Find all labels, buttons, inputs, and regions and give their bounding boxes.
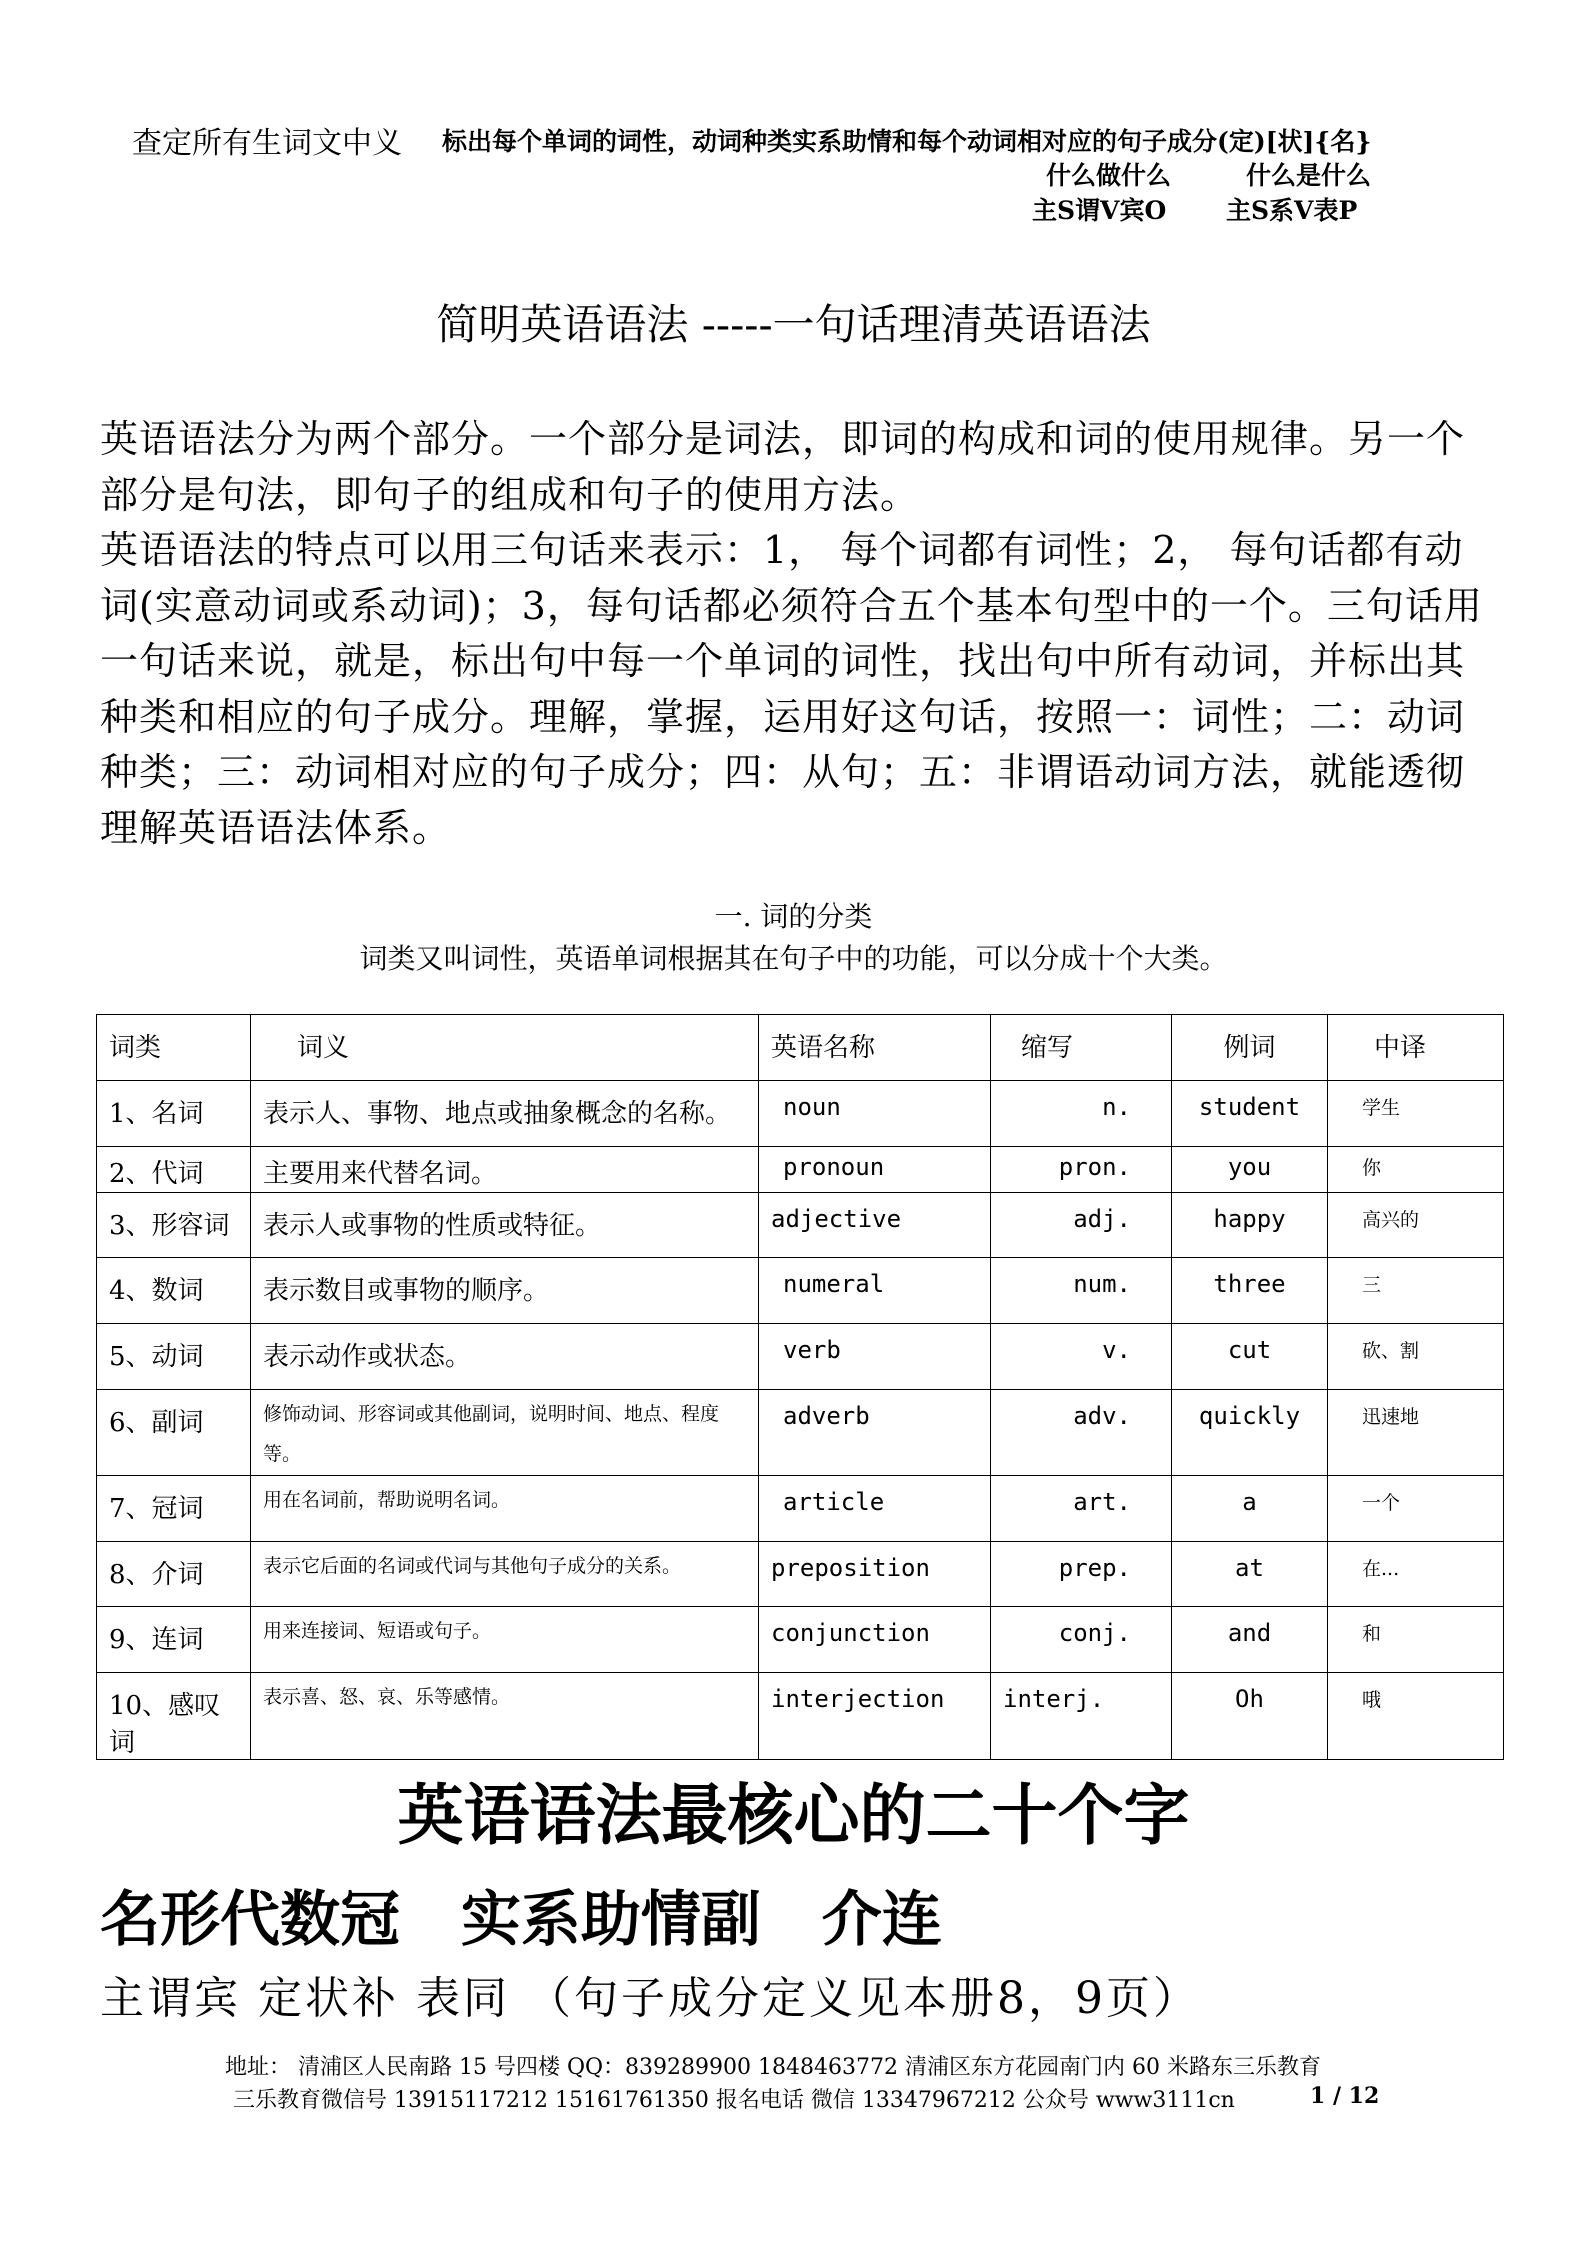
pattern1: 主S谓V宾O <box>1032 196 1167 225</box>
english-name-cell: adjective <box>759 1193 991 1258</box>
translation-cell: 和 <box>1328 1607 1504 1673</box>
header-cell: 缩写 <box>991 1015 1172 1081</box>
page-title: 简明英语语法 -----一句话理清英语语法 <box>436 300 1151 349</box>
table-row <box>97 1390 1504 1476</box>
abbreviation-cell: adj. <box>991 1193 1172 1258</box>
word-class-cell: 4、数词 <box>97 1258 251 1324</box>
translation-cell: 一个 <box>1328 1476 1504 1542</box>
english-name-cell: adverb <box>759 1390 991 1476</box>
header-cell: 词义 <box>251 1015 759 1081</box>
abbreviation-cell: interj. <box>991 1673 1172 1760</box>
english-name-cell: pronoun <box>759 1147 991 1193</box>
abbreviation-cell: pron. <box>991 1147 1172 1193</box>
paragraph: 英语语法分为两个部分。一个部分是词法，即词的构成和词的使用规律。另一个部分是句法，即句子的组成和句子的使用方法。 <box>100 417 1466 517</box>
table-row <box>97 1673 1504 1760</box>
translation-cell: 高兴的 <box>1328 1193 1504 1258</box>
word-class-cell: 9、连词 <box>97 1607 251 1673</box>
table-row <box>97 1476 1504 1542</box>
header-right: 标出每个单词的词性，动词种类实系助情和每个动词相对应的句子成分(定)[状]{名} <box>442 127 1372 156</box>
translation-cell: 哦 <box>1328 1673 1504 1760</box>
word-class-cell: 5、动词 <box>97 1324 251 1390</box>
footer-line-1: 地址： 清浦区人民南路 15 号四楼 QQ：839289900 1848463772 清浦区东方花园南门内 60 米路东三乐教育 <box>225 2055 1321 2080</box>
meaning-cell: 表示喜、怒、哀、乐等感情。 <box>251 1673 759 1760</box>
example-cell: happy <box>1172 1193 1328 1258</box>
word-class-cell: 3、形容词 <box>97 1193 251 1258</box>
meaning-cell: 用来连接词、短语或句子。 <box>251 1607 759 1673</box>
table-row <box>97 1258 1504 1324</box>
page-number: 1 / 12 <box>1310 2083 1380 2109</box>
core-line-1: 名形代数冠 实系助情副 介连 <box>100 1885 942 1955</box>
translation-cell: 砍、割 <box>1328 1324 1504 1390</box>
section-subtitle: 词类又叫词性，英语单词根据其在句子中的功能，可以分成十个大类。 <box>359 942 1228 975</box>
intro-text <box>100 412 1500 856</box>
example-cell: three <box>1172 1258 1328 1324</box>
word-class-table <box>96 1014 1504 1760</box>
footer-line-2: 三乐教育微信号 13915117212 15161761350 报名电话 微信 13347967212 公众号 www3111cn <box>233 2088 1235 2113</box>
header-cell: 例词 <box>1172 1015 1328 1081</box>
table-row <box>97 1324 1504 1390</box>
meaning-cell: 主要用来代替名词。 <box>251 1147 759 1193</box>
table-header-row <box>97 1015 1504 1081</box>
header-left: 查定所有生词文中义 <box>132 126 402 161</box>
english-name-cell: numeral <box>759 1258 991 1324</box>
word-class-cell: 8、介词 <box>97 1542 251 1607</box>
core-line-2: 主谓宾 定状补 表同 （句子成分定义见本册8，9页） <box>100 1973 1200 2024</box>
example-cell: Oh <box>1172 1673 1328 1760</box>
english-name-cell: preposition <box>759 1542 991 1607</box>
header-cell: 词类 <box>97 1015 251 1081</box>
translation-cell: 三 <box>1328 1258 1504 1324</box>
paragraph: 英语语法的特点可以用三句话来表示：1， 每个词都有词性；2， 每句话都有动词(实意动词或系动词)；3，每句话都必须符合五个基本句型中的一个。三句话用一句话来说，就是，标出句中每一个单词的词性，找出句中所有动词，并标出其种类和相应的句子成分。理解，掌握，运用好这句话，按照一：词性；二：动词种类；三：动词相对应的句子成分；四：从句；五：非谓语动词方法，就能透彻理解英语语法体系。 <box>100 528 1483 850</box>
english-name-cell: article <box>759 1476 991 1542</box>
table-row <box>97 1147 1504 1193</box>
abbreviation-cell: art. <box>991 1476 1172 1542</box>
english-name-cell: noun <box>759 1081 991 1147</box>
core-heading: 英语语法最核心的二十个字 <box>397 1776 1190 1854</box>
pattern2: 主S系V表P <box>1226 196 1358 225</box>
meaning-cell: 修饰动词、形容词或其他副词，说明时间、地点、程度等。 <box>251 1390 759 1476</box>
word-class-cell: 2、代词 <box>97 1147 251 1193</box>
translation-cell: 迅速地 <box>1328 1390 1504 1476</box>
example-cell: and <box>1172 1607 1328 1673</box>
meaning-cell: 表示数目或事物的顺序。 <box>251 1258 759 1324</box>
section-heading: 一. 词的分类 <box>714 900 873 933</box>
example-cell: cut <box>1172 1324 1328 1390</box>
english-name-cell: interjection <box>759 1673 991 1760</box>
translation-cell: 学生 <box>1328 1081 1504 1147</box>
english-name-cell: verb <box>759 1324 991 1390</box>
word-class-cell: 6、副词 <box>97 1390 251 1476</box>
table-row <box>97 1193 1504 1258</box>
translation-cell: 在... <box>1328 1542 1504 1607</box>
meaning-cell: 表示动作或状态。 <box>251 1324 759 1390</box>
example-cell: student <box>1172 1081 1328 1147</box>
header-cell: 英语名称 <box>759 1015 991 1081</box>
abbreviation-cell: n. <box>991 1081 1172 1147</box>
word-class-cell: 1、名词 <box>97 1081 251 1147</box>
table-row <box>97 1081 1504 1147</box>
example-cell: at <box>1172 1542 1328 1607</box>
word-class-cell: 10、感叹词 <box>97 1673 251 1760</box>
example-cell: quickly <box>1172 1390 1328 1476</box>
abbreviation-cell: num. <box>991 1258 1172 1324</box>
meaning-cell: 表示它后面的名词或代词与其他句子成分的关系。 <box>251 1542 759 1607</box>
pattern1-label: 什么做什么 <box>1046 161 1172 190</box>
meaning-cell: 表示人或事物的性质或特征。 <box>251 1193 759 1258</box>
abbreviation-cell: adv. <box>991 1390 1172 1476</box>
example-cell: a <box>1172 1476 1328 1542</box>
header-cell: 中译 <box>1328 1015 1504 1081</box>
english-name-cell: conjunction <box>759 1607 991 1673</box>
abbreviation-cell: conj. <box>991 1607 1172 1673</box>
meaning-cell: 表示人、事物、地点或抽象概念的名称。 <box>251 1081 759 1147</box>
meaning-cell: 用在名词前，帮助说明名词。 <box>251 1476 759 1542</box>
abbreviation-cell: prep. <box>991 1542 1172 1607</box>
abbreviation-cell: v. <box>991 1324 1172 1390</box>
table-row <box>97 1542 1504 1607</box>
word-class-cell: 7、冠词 <box>97 1476 251 1542</box>
translation-cell: 你 <box>1328 1147 1504 1193</box>
pattern2-label: 什么是什么 <box>1246 161 1372 190</box>
table-row <box>97 1607 1504 1673</box>
example-cell: you <box>1172 1147 1328 1193</box>
